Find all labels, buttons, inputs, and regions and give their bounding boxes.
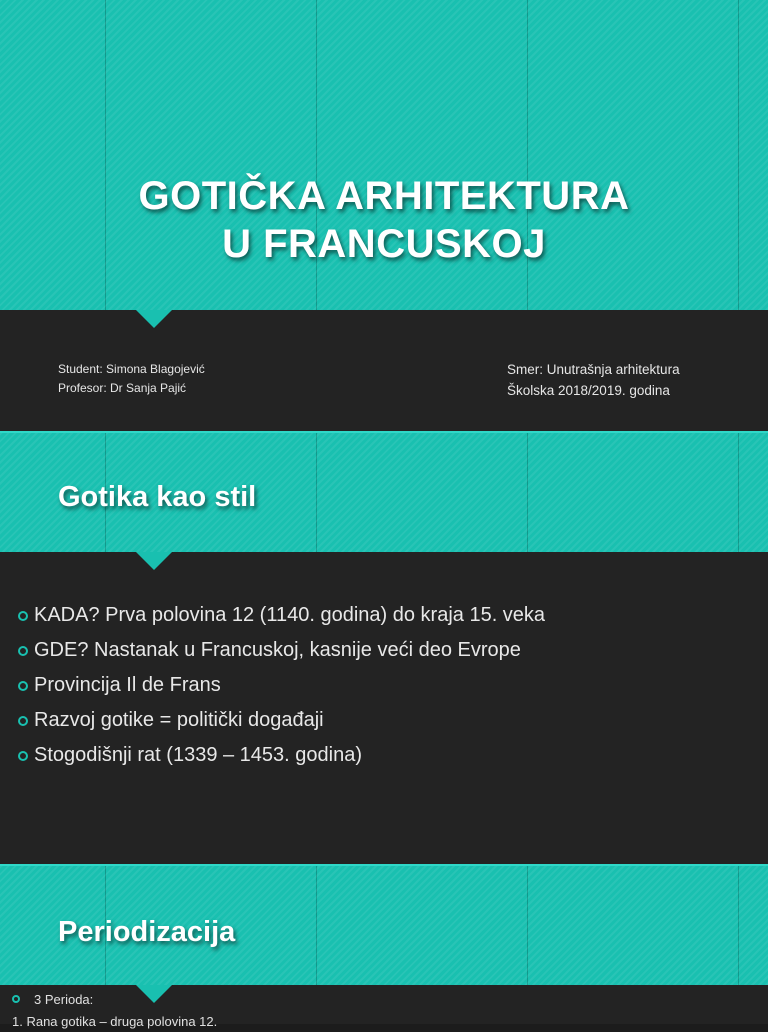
list-item — [18, 633, 545, 668]
slide3-heading: Periodizacija — [58, 916, 236, 948]
course-info — [507, 359, 680, 401]
professor-name: Profesor: Dr Sanja Pajić — [58, 381, 187, 395]
ring-bullet-icon — [18, 716, 28, 726]
ring-bullet-icon — [18, 646, 28, 656]
list-item — [12, 1010, 217, 1032]
list-item — [18, 668, 545, 703]
bullet-text: Razvoj gotike = politički događaji — [34, 709, 324, 731]
ring-bullet-icon — [12, 995, 20, 1003]
slide2-heading: Gotika kao stil — [58, 481, 257, 513]
presentation-title — [0, 172, 768, 268]
title-line-2: U FRANCUSKOJ — [222, 222, 546, 266]
bullet-text: 3 Perioda: — [34, 991, 94, 1007]
bullet-text: KADA? Prva polovina 12 (1140. godina) do kraja 15. veka — [34, 604, 546, 626]
course-direction: Smer: Unutrašnja arhitektura — [507, 362, 680, 377]
list-item — [12, 988, 217, 1010]
bullet-text: 1. Rana gotika – druga polovina 12. — [12, 1013, 218, 1029]
school-year: Školska 2018/2019. godina — [507, 383, 670, 398]
student-name: Student: Simona Blagojević — [58, 362, 205, 376]
bullet-text: GDE? Nastanak u Francuskoj, kasnije veći deo Evrope — [34, 639, 521, 661]
list-item — [18, 738, 545, 773]
bullet-text: Provincija Il de Frans — [34, 674, 221, 696]
bullet-text: Stogodišnji rat (1339 – 1453. godina) — [34, 744, 363, 766]
author-info — [58, 360, 205, 398]
ring-bullet-icon — [18, 611, 28, 621]
title-line-1: GOTIČKA ARHITEKTURA — [138, 174, 630, 218]
ring-bullet-icon — [18, 751, 28, 761]
list-item — [18, 703, 545, 738]
list-item — [18, 598, 545, 633]
ring-bullet-icon — [18, 681, 28, 691]
slide2-bullet-list — [18, 598, 545, 773]
slide2-notch — [136, 552, 172, 570]
title-slide-notch — [136, 310, 172, 328]
slide3-bullet-list — [12, 988, 217, 1032]
